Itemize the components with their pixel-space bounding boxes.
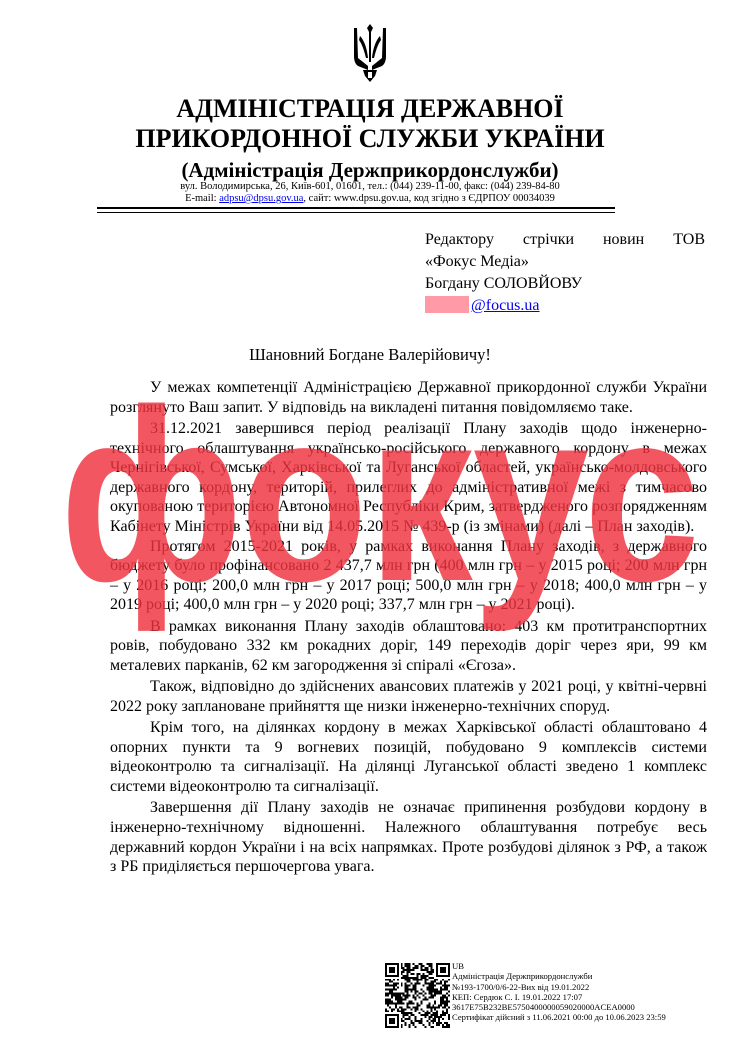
addressee-email-link[interactable]: @focus.ua <box>471 297 540 314</box>
body-paragraph: 31.12.2021 завершився період реалізації Плану заходів щодо інженерно-технічного облаштування українсько-російського державного кордону в межах Чернігівської, Сумської, Харківської та Луганської областей, українсько-молдовського державного кордону, територій, прилеглих до адміністративної межі з тимчасово окупованою територією Автономної Республіки Крим, затвердженого розпорядженням Кабінету Міністрів України від 14.05.2015 № 439-р (із змінами) (далі – План заходів). <box>110 419 707 535</box>
header-rule-thick <box>97 207 615 209</box>
coat-of-arms-icon <box>350 22 390 84</box>
header-rule-thin <box>97 212 615 213</box>
letter-body <box>110 378 707 877</box>
salutation: Шановний Богдане Валерійовичу! <box>249 345 491 364</box>
agency-title-line2: ПРИКОРДОННОЇ СЛУЖБИ УКРАЇНИ <box>135 124 605 153</box>
body-paragraph: Завершення дії Плану заходів не означає припинення розбудови кордону в інженерно-технічному відношенні. Належного облаштування потребує весь державний кордон України і на всіх напрямках. Проте розбудові ділянок з РФ, а також з РБ приділяється першочергова увага. <box>110 799 707 876</box>
addressee-line: Редактору стрічки новин ТОВ <box>425 231 705 248</box>
agency-title-line1: АДМІНІСТРАЦІЯ ДЕРЖАВНОЇ <box>176 94 564 123</box>
addressee-block <box>425 229 705 317</box>
agency-address: вул. Володимирська, 26, Київ-601, 01601, тел.: (044) 239-11-00, факс: (044) 239-84-80 <box>180 181 560 192</box>
agency-email-link[interactable]: adpsu@dpsu.gov.ua <box>219 193 304 204</box>
watermark-text: фокус <box>60 380 700 632</box>
body-paragraph: Протягом 2015-2021 років, у рамках виконання Плану заходів, з державного бюджету було профінансовано 2 437,7 млн грн (400 млн грн – у 2015 році; 200 млн грн – у 2016 році; 200,0 млн грн – у 2017 році; 500,0 млн грн – у 2018; 400,0 млн грн – у 2019 році; 400,0 млн грн – у 2020 році; 337,7 млн грн – у 2021 році). <box>110 537 707 614</box>
body-paragraph: Крім того, на ділянках кордону в межах Харківської області облаштовано 4 опорних пункти та 9 вогневих позицій, побудовано 9 комплексів системи відеоконтролю та сигналізації. На ділянці Луганської області зведено 1 комплекс системи відеоконтролю та сигналізації. <box>110 719 707 796</box>
addressee-line: Богдану СОЛОВЙОВУ <box>425 275 583 292</box>
addressee-line: «Фокус Медіа» <box>425 253 529 270</box>
redacted-email-block <box>425 296 469 313</box>
body-paragraph: Також, відповідно до здійснених авансових платежів у 2021 році, у квітні-червні 2022 року заплановане прийняття ще низки інженерно-технічних споруд. <box>110 678 707 715</box>
qr-code <box>385 963 450 1028</box>
body-paragraph: В рамках виконання Плану заходів облаштовано: 403 км протитранспортних ровів, побудовано 332 км рокадних доріг, 149 переходів доріг через яри, 99 км металевих парканів, 62 км загородження зі спіралі «Єгоза». <box>110 617 707 674</box>
agency-short-name: (Адміністрація Держприкордонслужби) <box>181 158 559 182</box>
body-paragraph: У межах компетенції Адміністрацією Державної прикордонної служби України розглянуто Ваш запит. У відповідь на викладені питання повідомляємо таке. <box>110 379 707 416</box>
e-signature-block: UB Адміністрація Держприкордонслужби №193-1700/0/6-22-Вих від 19.01.2022 КЕП: Сердюк С. І. 19.01.2022 17:07 3617E75B232BE5750400000059020000ACEA0000 Сертифікат дійсний з 11.06.2021 00:00 до 10.06.2023 23:59 <box>452 961 666 1023</box>
agency-contacts: E-mail: adpsu@dpsu.gov.ua, сайт: www.dpsu.gov.ua, код згідно з ЄДРПОУ 00034039 <box>185 193 555 204</box>
